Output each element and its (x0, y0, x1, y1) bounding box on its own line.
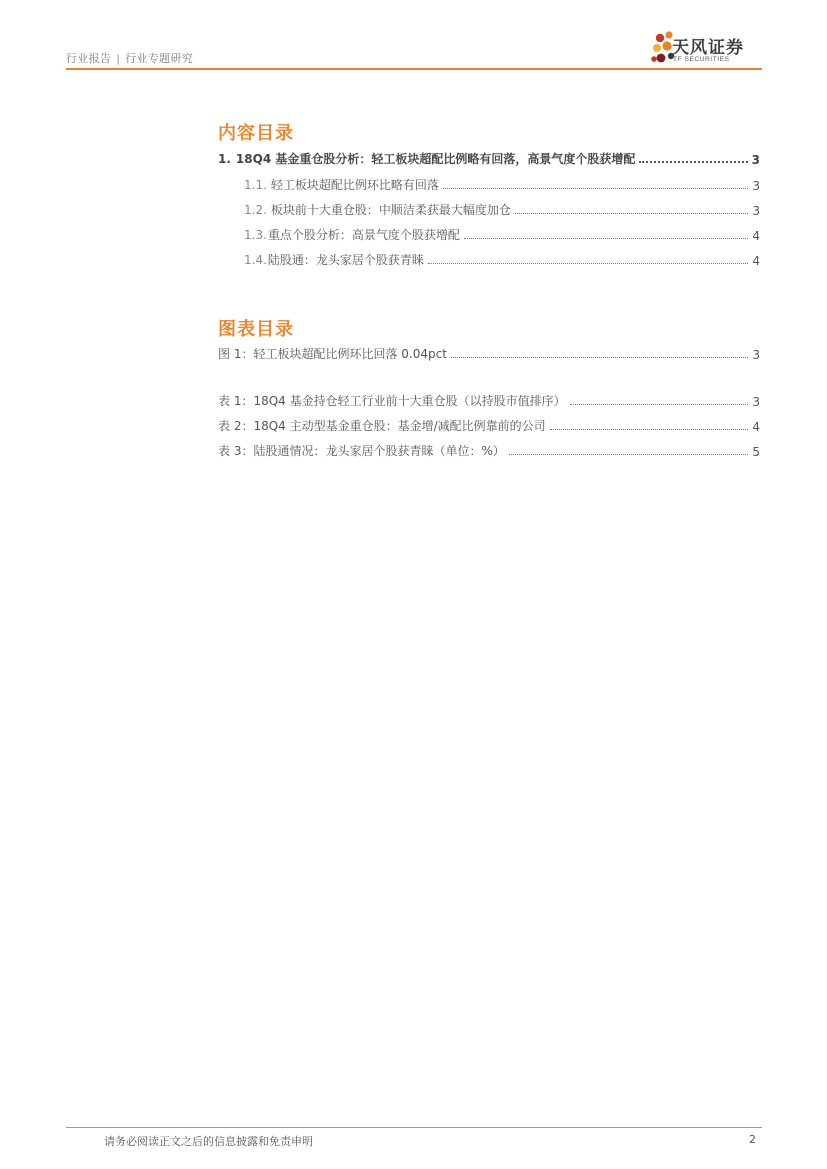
contents-title: 内容目录 (218, 123, 294, 144)
header-separator: | (116, 52, 121, 65)
toc-item-number: 1.4. (244, 253, 267, 267)
toc-item-text: 陆股通：龙头家居个股获青睐 (267, 253, 424, 267)
dot-leader (443, 188, 748, 189)
table-item-page: 5 (752, 445, 760, 459)
logo-name: 天风证券 (672, 38, 744, 58)
toc-item-page: 3 (752, 204, 760, 218)
page-number: 2 (749, 1133, 756, 1146)
logo-subtitle: TF SECURITIES (673, 56, 730, 63)
dot-leader (464, 238, 748, 239)
report-category: 行业报告 (66, 52, 112, 65)
toc-item-page: 3 (751, 153, 760, 167)
dot-leader (451, 357, 748, 358)
table-item-text: 表 3：陆股通情况：龙头家居个股获青睐（单位：%） (218, 444, 505, 458)
figures-title: 图表目录 (218, 319, 294, 340)
report-subcategory: 行业专题研究 (125, 52, 194, 65)
toc-item-text: 重点个股分析：高景气度个股获增配 (267, 228, 460, 242)
dot-leader (550, 429, 749, 430)
toc-item-1-3[interactable] (244, 227, 760, 243)
table-item-text: 表 2：18Q4 主动型基金重仓股：基金增/减配比例靠前的公司 (218, 419, 546, 433)
figure-item-1[interactable] (218, 346, 760, 362)
toc-item-number: 1.2. (244, 203, 267, 217)
dot-leader (509, 454, 749, 455)
table-item-text: 表 1：18Q4 基金持仓轻工行业前十大重仓股（以持股市值排序） (218, 394, 566, 408)
header-rule (66, 68, 762, 70)
figure-item-page: 3 (752, 348, 760, 362)
dot-leader (515, 213, 748, 214)
report-header (66, 50, 193, 66)
toc-item-page: 3 (752, 179, 760, 193)
toc-item-1-1[interactable] (244, 177, 760, 193)
dot-leader (639, 161, 747, 163)
toc-item-page: 4 (752, 229, 760, 243)
toc-item-1-4[interactable] (244, 252, 760, 268)
table-item-1[interactable] (218, 393, 760, 409)
footer-disclaimer: 请务必阅读正文之后的信息披露和免责申明 (104, 1135, 313, 1148)
toc-item-number: 1.3. (244, 228, 267, 242)
toc-item-number: 1.1. (244, 178, 267, 192)
table-item-page: 4 (752, 420, 760, 434)
figure-item-text: 图 1：轻工板块超配比例环比回落 0.04pct (218, 347, 447, 361)
toc-item-text: 轻工板块超配比例环比略有回落 (270, 178, 439, 192)
toc-item-text: 18Q4 基金重仓股分析：轻工板块超配比例略有回落，高景气度个股获增配 (235, 152, 636, 166)
dot-leader (570, 404, 749, 405)
table-item-2[interactable] (218, 418, 760, 434)
table-item-3[interactable] (218, 443, 760, 459)
toc-item-1[interactable] (218, 151, 760, 167)
toc-item-number: 1. (218, 152, 231, 166)
toc-item-page: 4 (752, 254, 760, 268)
dot-leader (428, 263, 748, 264)
footer-rule (66, 1127, 762, 1128)
toc-item-1-2[interactable] (244, 202, 760, 218)
table-item-page: 3 (752, 395, 760, 409)
toc-item-text: 板块前十大重仓股：中顺洁柔获最大幅度加仓 (270, 203, 511, 217)
